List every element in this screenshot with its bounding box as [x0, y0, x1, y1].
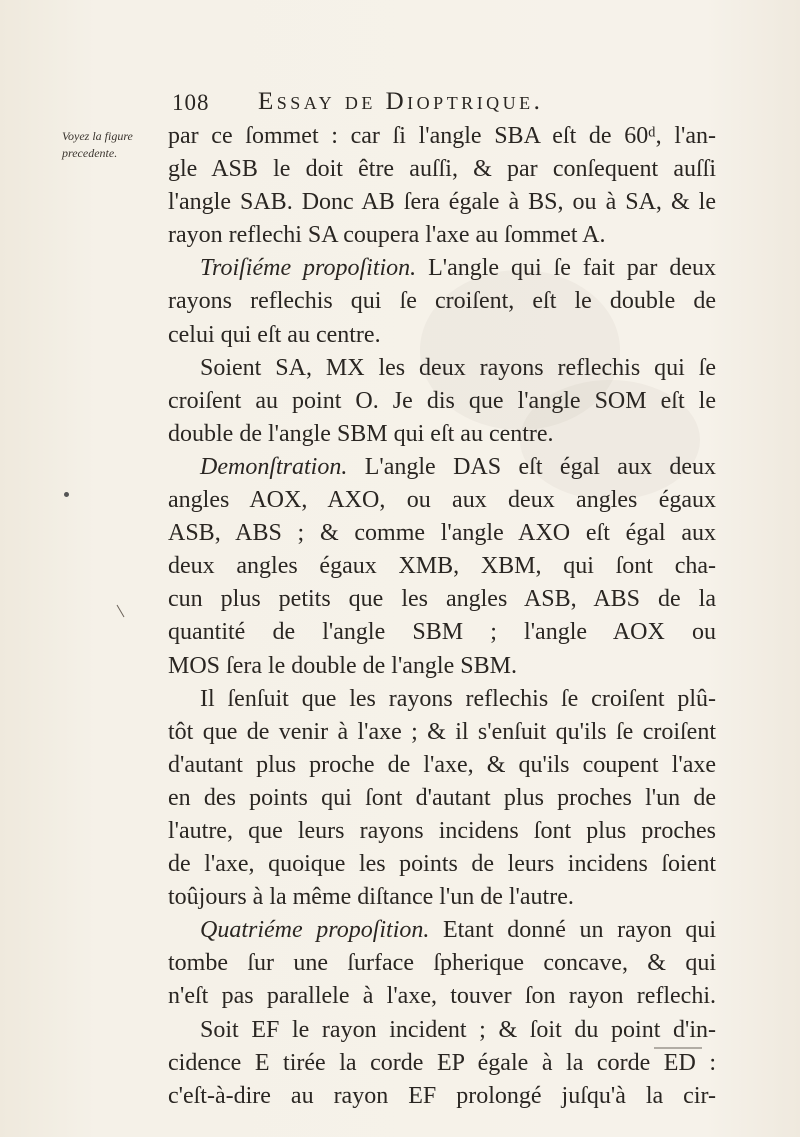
page-header	[170, 86, 640, 120]
text-line: l'autre, que leurs rayons incidens ſont plus proches	[168, 817, 716, 844]
text-line: deux angles égaux XMB, XBM, qui ſont cha-	[168, 553, 716, 580]
text-line	[168, 252, 716, 285]
text-line: en des points qui ſont d'autant plus proches l'un de	[168, 784, 716, 811]
text-line: Il ſenſuit que les rayons reflechis ſe croiſent plû-	[200, 685, 716, 712]
text-line: l'angle SAB. Donc AB ſera égale à BS, ou à SA, & le	[168, 189, 716, 216]
text-line	[168, 451, 716, 484]
text-line: d'autant plus proche de l'axe, & qu'ils coupent l'axe	[168, 751, 716, 778]
margin-mark	[117, 605, 125, 618]
text-line: toûjours à la même diſtance l'un de l'autre.	[168, 884, 574, 911]
proposition-heading: Quatriéme propoſition.	[200, 917, 430, 944]
text-line: de l'axe, quoique les points de leurs incidens ſoient	[168, 851, 716, 878]
text-line: tombe ſur une ſurface ſpherique concave, & qui	[168, 950, 716, 977]
text-line: cun plus petits que les angles ASB, ABS de la	[168, 586, 716, 613]
text-run: Etant donné un rayon qui	[429, 917, 716, 944]
text-line: tôt que de venir à l'axe ; & il s'enſuit qu'ils ſe croiſent	[168, 718, 716, 745]
margin-note-line: precedente.	[62, 146, 118, 160]
text-line: c'eſt-à-dire au rayon EF prolongé juſqu'à la cir-	[168, 1082, 716, 1109]
margin-note-line: Voyez la figure	[62, 129, 133, 143]
margin-note	[62, 128, 172, 162]
text-line: cidence E tirée la corde EP égale à la corde ED :	[168, 1049, 716, 1076]
text-line: celui qui eſt au centre.	[168, 321, 381, 348]
text-line: rayon reflechi SA coupera l'axe au ſommet A.	[168, 222, 606, 249]
text-line	[168, 914, 716, 947]
text-line: Soit EF le rayon incident ; & ſoit du point d'in-	[200, 1016, 716, 1043]
text-line: gle ASB le doit être auſſi, & par conſequent auſſi	[168, 156, 716, 183]
text-line: quantité de l'angle SBM ; l'angle AOX ou	[168, 619, 716, 646]
text-line: ASB, ABS ; & comme l'angle AXO eſt égal aux	[168, 520, 716, 547]
text-line: double de l'angle SBM qui eſt au centre.	[168, 420, 554, 447]
page-end-rule	[654, 1047, 702, 1049]
demonstration-heading: Demonſtration.	[200, 453, 348, 480]
text-line: angles AOX, AXO, ou aux deux angles égaux	[168, 487, 716, 514]
text-line: MOS ſera le double de l'angle SBM.	[168, 652, 517, 679]
body-text	[168, 120, 716, 1113]
running-title: Essay de Dioptrique.	[258, 88, 544, 115]
page-number: 108	[172, 90, 210, 115]
text-line: Soient SA, MX les deux rayons reflechis qui ſe	[200, 354, 716, 381]
text-line: n'eſt pas parallele à l'axe, touver ſon rayon reflechi.	[168, 983, 716, 1010]
proposition-heading: Troiſiéme propoſition.	[200, 255, 417, 282]
text-run: L'angle qui ſe fait par deux	[416, 255, 716, 282]
text-line: croiſent au point O. Je dis que l'angle SOM eſt le	[168, 387, 716, 414]
text-line: rayons reflechis qui ſe croiſent, eſt le double de	[168, 288, 716, 315]
text-line: par ce ſommet : car ſi l'angle SBA eſt de 60ᵈ, l'an-	[168, 123, 716, 149]
ink-speck	[64, 492, 69, 497]
text-run: L'angle DAS eſt égal aux deux	[347, 453, 716, 480]
